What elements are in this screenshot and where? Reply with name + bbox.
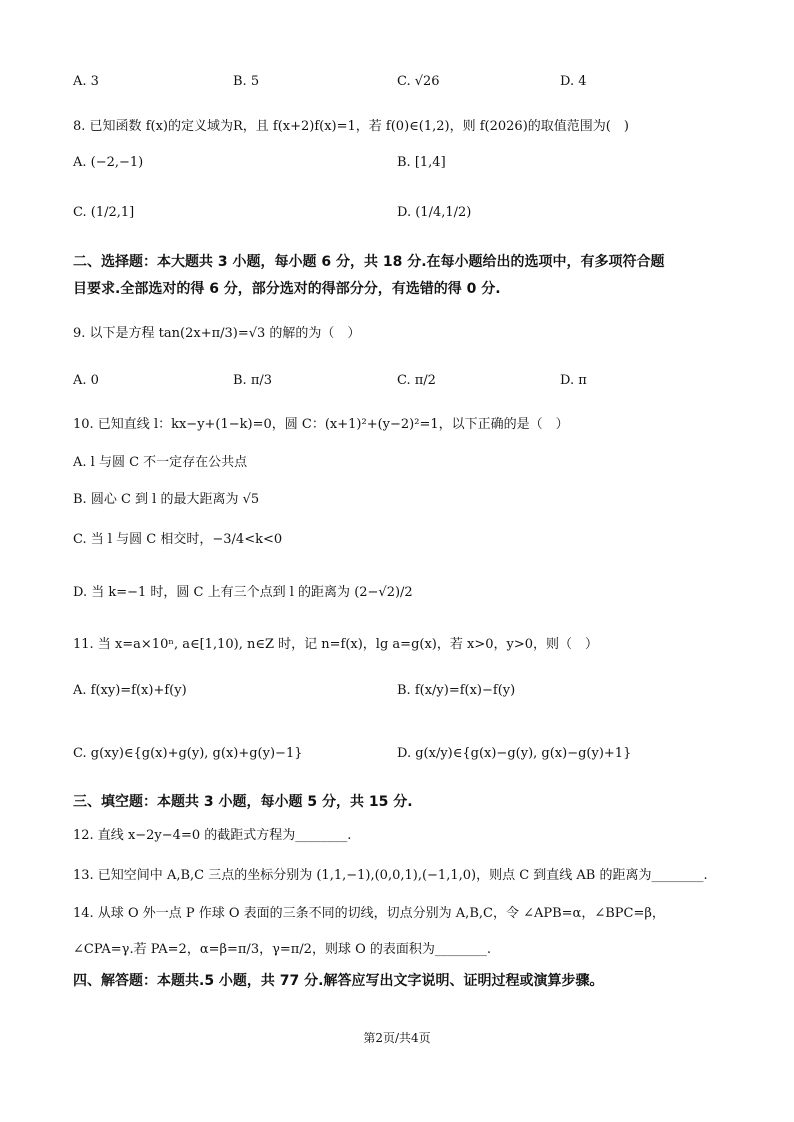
q10-option-b: B. 圆心 C 到 l 的最大距离为 √5 (73, 492, 260, 507)
q11-option-b: B. f(x/y)=f(x)−f(y) (397, 683, 516, 698)
q13-stem: 13. 已知空间中 A,B,C 三点的坐标分别为 (1,1,−1),(0,0,1),(−1,1,0)，则点 C 到直线 AB 的距离为________. (73, 868, 708, 883)
q9-stem: 9. 以下是方程 tan(2x+π/3)=√3 的解的为（ ） (73, 326, 361, 341)
q11-option-d: D. g(x/y)∈{g(x)−g(y), g(x)−g(y)+1} (397, 746, 632, 761)
q10-option-c: C. 当 l 与圆 C 相交时，−3/4<k<0 (73, 532, 283, 547)
q9-option-c: C. π/2 (397, 373, 436, 388)
q9-option-b: B. π/3 (233, 373, 273, 388)
section2-heading-line1: 二、选择题：本大题共 3 小题，每小题 6 分，共 18 分.在每小题给出的选项中，有多项符合题 (73, 254, 665, 270)
q7-option-c: C. √26 (397, 74, 440, 89)
q10-stem: 10. 已知直线 l：kx−y+(1−k)=0，圆 C：(x+1)²+(y−2)²=1，以下正确的是（ ） (73, 417, 569, 432)
q8-stem (73, 115, 629, 134)
q11-option-a: A. f(xy)=f(x)+f(y) (73, 683, 187, 698)
q8-option-d: D. (1/4,1/2) (397, 205, 472, 220)
q11-stem: 11. 当 x=a×10ⁿ, a∈[1,10), n∈Z 时，记 n=f(x)，lg a=g(x)，若 x>0，y>0，则（ ） (73, 637, 598, 652)
q11-option-c: C. g(xy)∈{g(x)+g(y), g(x)+g(y)−1} (73, 746, 303, 761)
q14-stem-line2: ∠CPA=γ.若 PA=2，α=β=π/3，γ=π/2，则球 O 的表面积为________. (73, 942, 491, 957)
q10-option-d: D. 当 k=−1 时，圆 C 上有三个点到 l 的距离为 (2−√2)/2 (73, 585, 413, 600)
q10-option-a: A. l 与圆 C 不一定存在公共点 (73, 455, 248, 470)
section4-heading: 四、解答题：本题共.5 小题，共 77 分.解答应写出文字说明、证明过程或演算步骤。 (73, 973, 604, 989)
q14-stem-line1: 14. 从球 O 外一点 P 作球 O 表面的三条不同的切线，切点分别为 A,B,C，令 ∠APB=α，∠BPC=β， (73, 906, 665, 921)
q8-option-b: B. [1,4] (397, 155, 446, 170)
q8-option-a: A. (−2,−1) (73, 155, 144, 170)
q7-option-a: A. 3 (73, 74, 99, 89)
page-footer: 第2页/共4页 (363, 1031, 431, 1045)
q12-stem: 12. 直线 x−2y−4=0 的截距式方程为________. (73, 828, 352, 843)
q8-option-c: C. (1/2,1] (73, 205, 135, 220)
q7-option-b: B. 5 (233, 74, 260, 89)
section3-heading: 三、填空题：本题共 3 小题，每小题 5 分，共 15 分. (73, 794, 413, 810)
section2-heading-line2: 目要求.全部选对的得 6 分，部分选对的得部分分，有选错的得 0 分. (73, 281, 501, 297)
q7-option-d: D. 4 (560, 74, 587, 89)
q8-text: f(x)的定义域为R，且 f(x+2)f(x)=1，若 f(0)∈(1,2)，则 f(2026)的取值范围为( ) (145, 119, 629, 134)
q8-number: 8. 已知函数 (73, 119, 142, 134)
q9-option-a: A. 0 (73, 373, 99, 388)
q9-option-d: D. π (560, 373, 587, 388)
